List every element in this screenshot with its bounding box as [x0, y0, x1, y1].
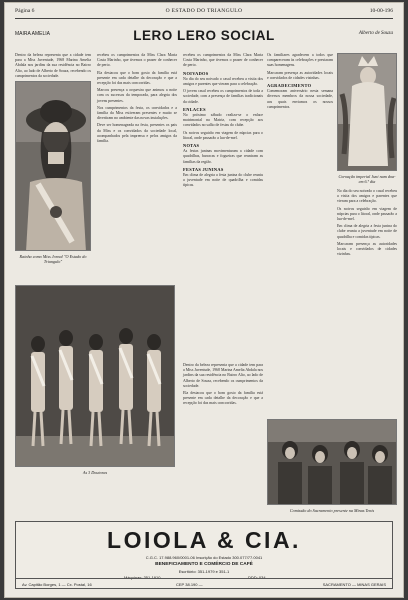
article-paragraph: Comemoram aniversário nesta semana diversos membros da nossa sociedade, aos quais enviamos os nossos cumprimentos. — [267, 89, 333, 109]
page-number: Página 6 — [15, 8, 35, 14]
article-paragraph: Ela destacou que o bom gosto da família está presente em cada detalhe da decoração e que a recepção foi das mais concorridas. — [183, 391, 263, 406]
newspaper-page — [4, 2, 404, 598]
article-paragraph: Os noivos seguirão em viagem de núpcias para o litoral, onde passarão a lua-de-mel. — [337, 206, 397, 222]
article-paragraph: O jovem casal recebeu os cumprimentos de toda a sociedade, com a presença de famílias tradicionais da cidade. — [183, 89, 263, 104]
running-header — [15, 8, 393, 16]
section-masthead — [15, 25, 393, 49]
article-paragraph: Nos cumprimentos da festa, os convidados e a família da Miss estiveram presentes e muito se divertiram no ambiente das novas instalações. — [97, 105, 177, 121]
article-paragraph: Em clima de alegria a festa junina do clube reuniu a juventude em noite de quadrilha e comidas típicas. — [337, 224, 397, 239]
ad-address-bar — [16, 578, 392, 588]
ad-cep: CEP 38.190 — — [176, 582, 203, 587]
section-label: MAIRA AMELIA — [15, 31, 51, 37]
article-paragraph: Marcaram presença as autoridades locais e convidados de cidades vizinhas. — [267, 70, 333, 80]
header-rule — [15, 18, 393, 19]
portrait-illustration — [16, 82, 91, 251]
ad-tagline: BENEFICIAMENTO E COMÉRCIO DE CAFÉ — [155, 562, 253, 567]
article-col-5 — [337, 189, 397, 259]
article-paragraph: As festas juninas movimentaram a cidade com quadrilhas, barracas e fogueiras que reuniram as famílias da região. — [183, 149, 263, 164]
ad-address: Av. Capitão Borges, 1 — Cx. Postal, 16 — [22, 582, 92, 587]
article-col-1 — [15, 53, 91, 81]
section-heading-agradecimento: AGRADECIMENTO — [267, 83, 312, 89]
section-byline: Alberto de Souza — [358, 31, 393, 36]
section-title: LERO LERO SOCIAL — [133, 28, 275, 43]
article-paragraph: recebeu os cumprimentos da Miss Clara Maria Costa Marinho, que tivemos o prazer de conhecer de perto. — [183, 53, 263, 68]
section-heading-noivados: NOIVADOS — [183, 70, 209, 76]
article-col-2 — [97, 53, 177, 146]
right-bottom-caption: Comissão do Sacramento presente na Minas Tenis — [289, 508, 375, 513]
article-paragraph: Em clima de alegria a festa junina do clube reuniu a juventude em noite de quadrilha e comidas típicas. — [183, 173, 263, 188]
article-paragraph: No dia do seu noivado o casal recebeu a visita dos amigos e parentes que vieram para a celebração. — [337, 189, 397, 204]
article-paragraph: Marcou presença a orquestra que animou a noite com os sucessos da temporada, para alegria dos jovens presentes. — [97, 88, 177, 103]
seated-group-illustration — [268, 420, 397, 505]
group-photo — [15, 285, 175, 467]
newspaper-name: O ESTADO DO TRIANGULO — [165, 8, 243, 14]
section-heading-enlaces: ENLACES — [183, 106, 206, 112]
group-illustration — [16, 286, 175, 467]
issue-date: 10-00-196 — [369, 8, 393, 14]
ad-city: SACRAMENTO — MINAS GERAIS — [322, 582, 386, 587]
article-paragraph: Os familiares agradecem a todos que compareceram às celebrações e prestaram suas homenagens. — [267, 53, 333, 68]
ad-ddd: DDD: 034 — [248, 575, 266, 580]
group-caption: As 3 Doutoras — [82, 470, 108, 475]
section-heading-notas: NOTAS — [183, 143, 200, 149]
portrait-photo — [15, 81, 91, 251]
article-paragraph: Dentro da beleza representa que a cidade tem para a Miss Juventude, 1968 Marina Amelia Abdala nos jardins da sua residência no Bairro Alto, ao lado de Alberto de Souza, recebendo os cumprimentos da sociedade. — [183, 363, 263, 388]
article-paragraph: Dentro da beleza representa que a cidade tem para a Miss Juventude, 1968 Marina Amelia Abdala nos jardins da sua residência no Bairro Alto, ao lado de Alberto de Souza, recebendo os cumprimentos da sociedade. — [15, 53, 91, 78]
article-paragraph: Ela destacou que o bom gosto da família está presente em cada detalhe da decoração e que a recepção foi das mais concorridas. — [97, 70, 177, 86]
right-bottom-photo — [267, 419, 397, 505]
article-paragraph: Os noivos seguirão em viagem de núpcias para o litoral, onde passarão a lua-de-mel. — [183, 130, 263, 140]
crowning-illustration — [338, 54, 397, 171]
article-paragraph: No dia do seu noivado o casal recebeu a visita dos amigos e parentes que vieram para a celebração. — [183, 76, 263, 87]
ad-maquinas: Máquinas: 351-1910 — [124, 575, 161, 580]
article-paragraph: Deve ser homenageada na festa, presentes os pais da Miss e os convidados da sociedade local, acompanhados pela imprensa e pelos amigos da família. — [97, 123, 177, 144]
article-paragraph: Marcaram presença as autoridades locais e convidados de cidades vizinhas. — [337, 241, 397, 257]
ad-registration: C.G.C. 17.988.960/0001-06 Inscrição do Estado 300.077/77.0041 — [145, 555, 263, 560]
ad-escritorio: Escritório: 351-1979 e 351-1 — [178, 569, 230, 574]
article-paragraph: No próximo sábado realiza-se o enlace matrimonial na Matriz, com recepção aos convidados no salão de festas do clube. — [183, 113, 263, 128]
article-col-6 — [183, 363, 263, 409]
right-top-caption: Coroação imperial Juni num doa-em 6.º dia — [338, 174, 396, 184]
advertisement-box — [15, 521, 393, 589]
portrait-caption: Rainha como Miss Jornal "O Estado do Triangulo" — [19, 254, 87, 264]
section-heading-festas: FESTAS JUNINAS — [183, 166, 224, 172]
article-paragraph: recebeu os cumprimentos da Miss Clara Maria Costa Marinho, que tivemos o prazer de conhecer de perto. — [97, 53, 177, 68]
ad-brand-name: LOIOLA & CIA. — [107, 527, 301, 553]
article-col-3 — [183, 53, 263, 191]
article-col-4 — [267, 53, 333, 112]
right-top-photo — [337, 53, 397, 171]
